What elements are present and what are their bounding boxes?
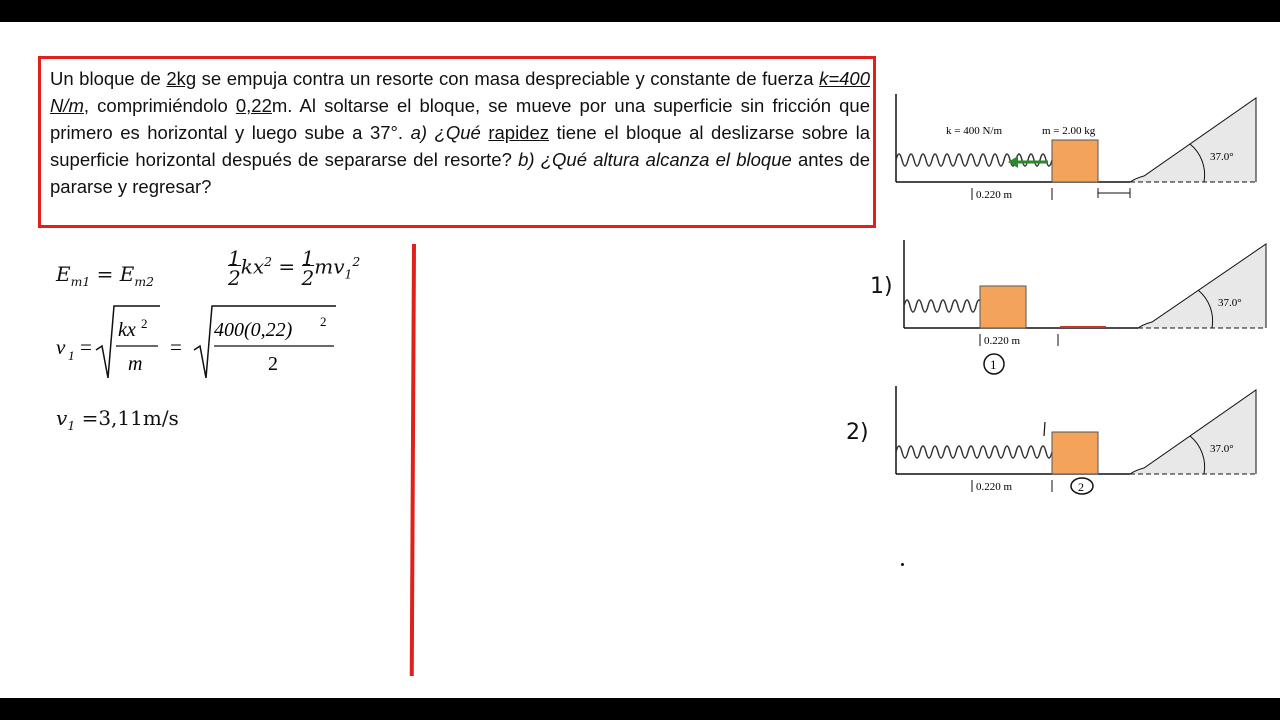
- svg-text:0.220 m: 0.220 m: [976, 481, 1013, 493]
- svg-text:kx: kx: [118, 319, 136, 341]
- svg-text:=: =: [80, 335, 92, 359]
- hand-label-2: 2): [846, 420, 869, 445]
- svg-text:37.0°: 37.0°: [1210, 443, 1234, 455]
- problem-statement: Un bloque de 2kg se empuja contra un resorte con masa despreciable y constante de fuerza k=400 N/m, comprimiéndolo 0,22m. Al soltarse el bloque, se mueve por una superficie sin fricción que primero es horizontal y luego sube a 37°. a) ¿Qué rapidez tiene el bloque al deslizarse sobre la superficie horizontal después de separarse del resorte? b) ¿Qué altura alcanza el bloque antes de pararse y regresar?: [50, 68, 871, 197]
- svg-text:1: 1: [68, 348, 75, 363]
- hand-label-1: 1): [870, 274, 893, 299]
- svg-text:2: 2: [320, 314, 327, 329]
- svg-text:v: v: [56, 335, 66, 359]
- svg-text:37.0°: 37.0°: [1218, 297, 1242, 309]
- svg-text:0.220 m: 0.220 m: [984, 335, 1021, 347]
- figure-state-2: [884, 384, 1264, 500]
- stray-dot: [901, 563, 904, 566]
- svg-text:400(0,22): 400(0,22): [214, 319, 293, 341]
- svg-text:k = 400 N/m: k = 400 N/m: [946, 125, 1003, 137]
- velocity-result: $v_1 =3,11m/s$: [56, 406, 179, 433]
- svg-text:1: 1: [990, 357, 997, 372]
- slide: [0, 22, 1280, 698]
- svg-text:0.220 m: 0.220 m: [976, 189, 1013, 201]
- svg-text:2: 2: [1078, 480, 1084, 494]
- svg-text:2: 2: [268, 353, 278, 375]
- divider-line: [410, 244, 416, 676]
- energy-expansion: $\frac{1}{2}kx^2 = \frac{1}{2}mv_1^2$: [228, 246, 361, 290]
- figure-state-1: [884, 238, 1270, 378]
- svg-text:37.0°: 37.0°: [1210, 151, 1234, 163]
- svg-text:m: m: [128, 353, 143, 375]
- energy-equation: $E_{m1} = E_{m2}$: [56, 262, 154, 289]
- problem-box: [38, 56, 876, 228]
- svg-text:m = 2.00 kg: m = 2.00 kg: [1042, 125, 1096, 137]
- svg-text:=: =: [170, 335, 182, 359]
- svg-text:2: 2: [141, 316, 148, 331]
- velocity-formula: [50, 302, 350, 382]
- figure-main: [884, 92, 1264, 202]
